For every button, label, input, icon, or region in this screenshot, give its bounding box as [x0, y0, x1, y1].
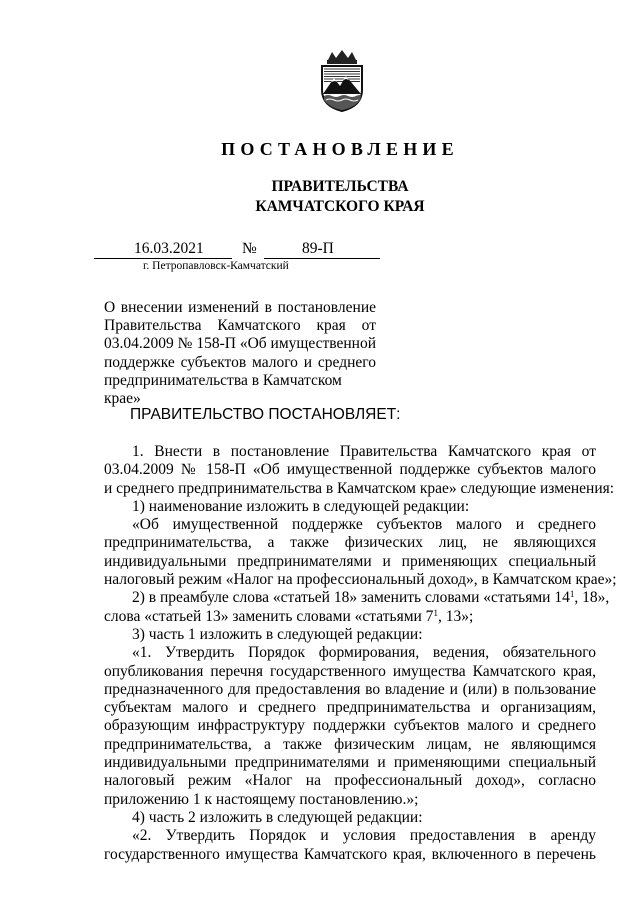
subject-line: 03.04.2009 № 158-П «Об имущественной: [104, 335, 376, 353]
authority-line-2: КАМЧАТСКОГО КРАЯ: [255, 198, 425, 215]
body-text: слова «статьей 13» заменить словами «статьями 7: [104, 607, 434, 625]
body-line: государственного имущества Камчатского края, включенного в перечень: [104, 845, 596, 863]
body-line: налоговый режим «Налог на профессиональный доход», в Камчатском крае»;: [104, 571, 617, 589]
body-line: 4) часть 2 изложить в следующей редакции:: [132, 808, 423, 826]
body-line: индивидуальными предпринимателями и применяющими специальный: [104, 754, 596, 772]
date-underline: [94, 258, 232, 259]
superscript: 1: [569, 589, 575, 600]
body-line: 1) наименование изложить в следующей редакции:: [132, 497, 470, 515]
subject-line: О внесении изменений в постановление: [104, 299, 376, 316]
body-text: , 18»,: [574, 589, 610, 607]
body-line: предпринимательства, а также физическим лицам, не являющимся: [104, 735, 596, 753]
body-line: «Об имущественной поддержке субъектов малого и среднего: [132, 516, 596, 534]
subject-line: Правительства Камчатского края от: [104, 317, 376, 335]
body-text: 2) в преамбуле слова «статьей 18» заменить словами «статьями 14: [132, 589, 570, 607]
body-line: налоговый режим «Налог на профессиональный доход», согласно: [104, 772, 596, 790]
body-line: 1. Внести в постановление Правительства Камчатского края от: [132, 443, 596, 460]
number-sign: №: [242, 240, 257, 257]
subject-line: предпринимательства в Камчатском крае»: [104, 371, 342, 408]
body-line: и среднего предпринимательства в Камчатском крае» следующие изменения:: [104, 479, 615, 497]
document-subject: [104, 299, 376, 408]
city-caption: г. Петропавловск-Камчатский: [143, 260, 289, 272]
document-date: 16.03.2021: [134, 240, 204, 257]
body-line: 3) часть 1 изложить в следующей редакции:: [132, 625, 423, 643]
body-line: предпринимательства, а также физических лиц, не являющихся: [104, 534, 596, 552]
authority-line-1: ПРАВИТЕЛЬСТВА: [271, 178, 409, 195]
body-line: [104, 589, 610, 607]
decree-heading: ПРАВИТЕЛЬСТВО ПОСТАНОВЛЯЕТ:: [130, 406, 401, 423]
body-line: «2. Утвердить Порядок и условия предоставления в аренду: [132, 827, 596, 845]
issuing-authority: [0, 177, 640, 217]
body-line: предназначенного для предоставления во владение и (или) в пользование: [104, 680, 596, 698]
body-line: образующим инфраструктуру поддержки субъектов малого и среднего: [104, 717, 596, 735]
subject-line: поддержке субъектов малого и среднего: [104, 353, 376, 371]
document-type-title: ПОСТАНОВЛЕНИЕ: [221, 139, 459, 159]
body-line: «1. Утвердить Порядок формирования, ведения, обязательного: [132, 644, 596, 662]
body-line: опубликования перечня государственного имущества Камчатского края,: [104, 662, 596, 680]
body-text: , 13»;: [437, 607, 474, 625]
body-line: приложению 1 к настоящему постановлению.»;: [104, 790, 419, 808]
kamchatka-coat-of-arms-icon: [314, 50, 370, 112]
body-line: субъектам малого и среднего предпринимательства и организациям,: [104, 699, 596, 717]
document-number: 89-П: [302, 240, 334, 257]
number-underline: [264, 258, 380, 259]
superscript: 1: [433, 607, 438, 618]
body-line: индивидуальными предпринимателями и применяющих специальный: [104, 552, 596, 570]
body-line: 03.04.2009 № 158-П «Об имущественной поддержке субъектов малого: [104, 461, 596, 479]
body-line: [104, 608, 596, 626]
document-body: [104, 443, 617, 864]
